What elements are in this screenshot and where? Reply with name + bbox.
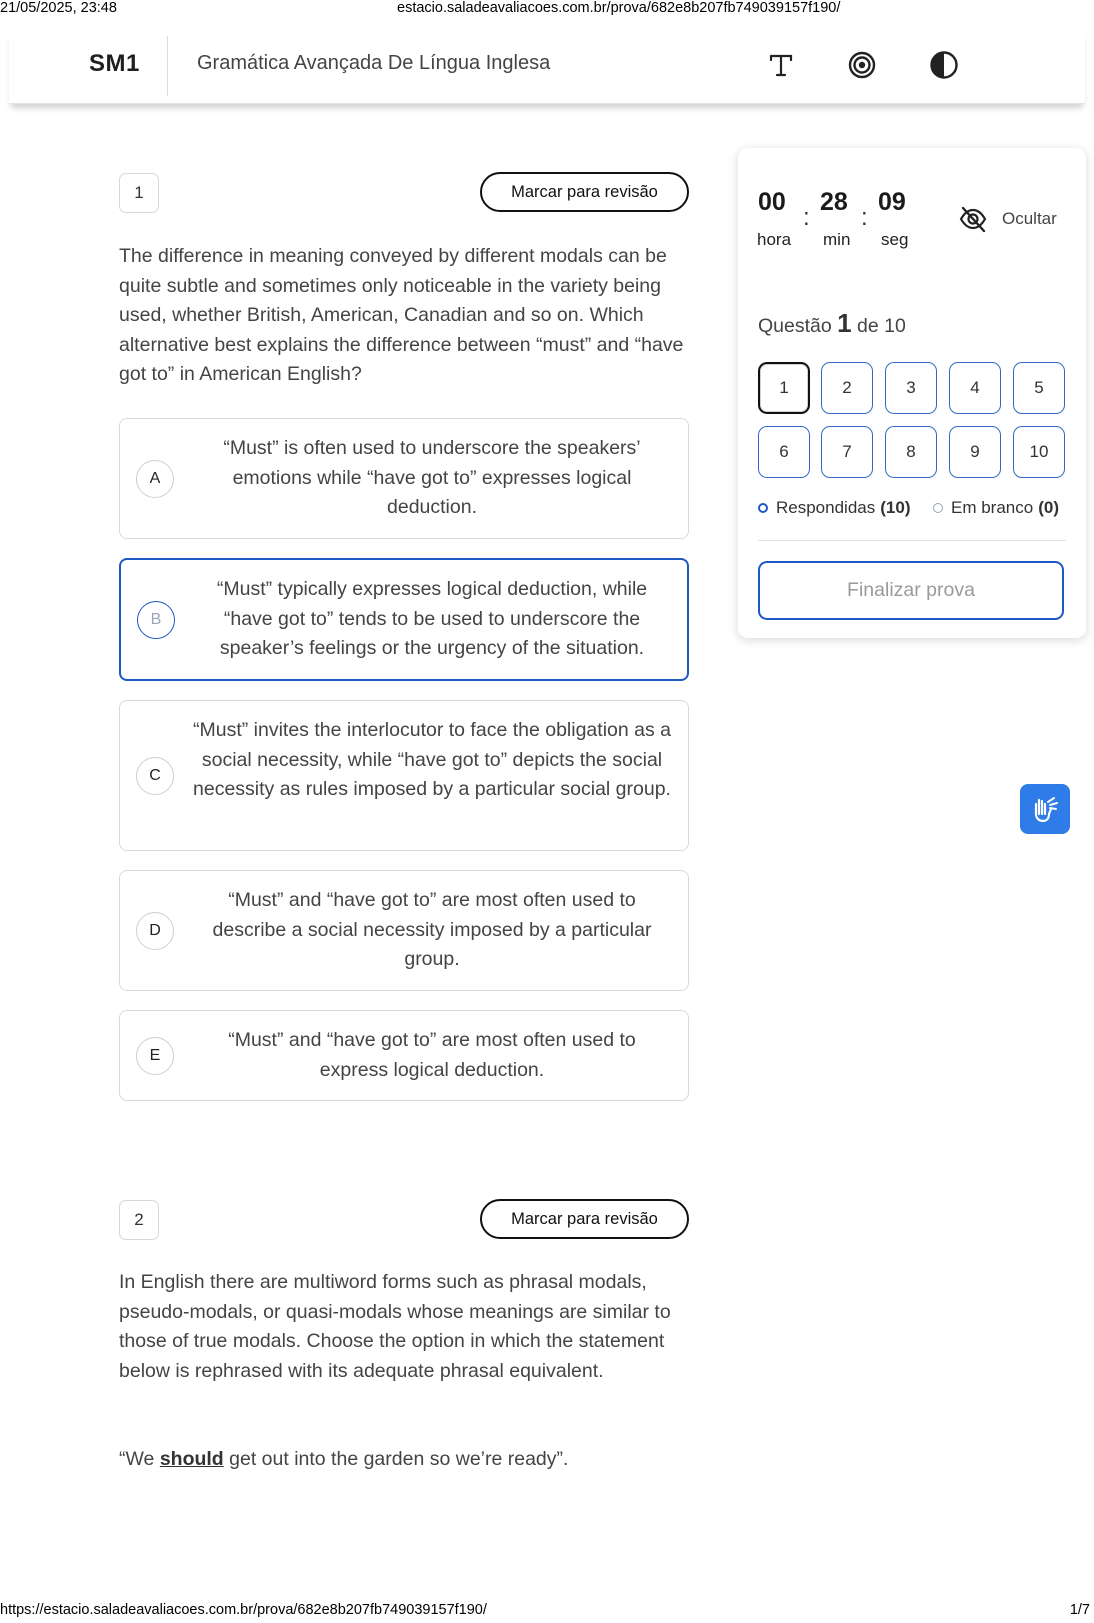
quote-emphasis: should	[159, 1448, 224, 1470]
option-text: “Must” is often used to underscore the speakers’ emotions while “have got to” expresses logical deduction.	[223, 437, 641, 518]
option-d[interactable]	[119, 870, 689, 991]
option-c[interactable]	[119, 700, 689, 851]
panel-divider	[758, 540, 1066, 541]
option-letter[interactable]: E	[136, 1037, 174, 1075]
question-counter-prefix: Questão	[758, 315, 832, 337]
course-title: Gramática Avançada De Língua Inglesa	[197, 52, 551, 74]
mark-review-button-2[interactable]: Marcar para revisão	[480, 1199, 689, 1239]
blank-dot	[933, 503, 943, 513]
hide-timer-button[interactable]	[958, 204, 1057, 234]
option-text: “Must” and “have got to” are most often used to express logical deduction.	[228, 1029, 636, 1081]
top-bar	[9, 30, 1085, 104]
option-b[interactable]	[119, 558, 689, 681]
timer-hours-label: hora	[757, 230, 792, 249]
question-quote-2	[119, 1445, 693, 1475]
print-footer	[0, 1602, 1094, 1620]
blank-label: Em branco	[951, 498, 1034, 517]
question-nav-button[interactable]: 6	[758, 426, 810, 478]
timer-separator: :	[803, 204, 810, 231]
timer-seconds-label: seg	[881, 230, 909, 249]
option-a[interactable]	[119, 418, 689, 539]
print-footer-url: https://estacio.saladeavaliacoes.com.br/prova/682e8b207fb749039157f190/	[0, 1602, 487, 1618]
question-nav-button[interactable]: 4	[949, 362, 1001, 414]
option-letter[interactable]: C	[136, 757, 174, 795]
timer-minutes-label: min	[823, 230, 851, 249]
answered-legend	[758, 498, 910, 518]
target-icon[interactable]	[842, 45, 882, 85]
answered-count: (10)	[880, 498, 911, 517]
app-logo: SM1	[89, 50, 140, 77]
question-nav-button[interactable]: 2	[821, 362, 873, 414]
question-nav-button[interactable]: 8	[885, 426, 937, 478]
print-datetime: 21/05/2025, 23:48	[0, 0, 117, 16]
print-page-number: 1/7	[1069, 1602, 1090, 1618]
question-nav-button[interactable]: 7	[821, 426, 873, 478]
contrast-icon[interactable]	[924, 45, 964, 85]
question-number-2: 2	[119, 1200, 159, 1240]
answered-label: Respondidas	[776, 498, 876, 517]
timer-minutes: 28	[820, 188, 848, 216]
question-counter	[758, 308, 906, 339]
question-nav-button[interactable]: 10	[1013, 426, 1065, 478]
question-nav-button[interactable]: 5	[1013, 362, 1065, 414]
eye-off-icon	[958, 204, 988, 234]
print-url-title: estacio.saladeavaliacoes.com.br/prova/682e8b207fb749039157f190/	[397, 0, 841, 16]
sign-language-icon	[1028, 792, 1062, 826]
quote-pre: “We	[119, 1448, 160, 1470]
option-text: “Must” typically expresses logical deduction, while “have got to” tends to be used to underscore the speaker’s feelings or the urgency of the situation.	[216, 578, 648, 659]
question-nav-button[interactable]: 1	[758, 362, 810, 414]
option-e[interactable]	[119, 1010, 689, 1101]
font-size-icon[interactable]	[761, 45, 801, 85]
exam-panel	[738, 148, 1086, 638]
sign-language-button[interactable]	[1020, 784, 1070, 834]
question-counter-current: 1	[837, 308, 852, 338]
option-letter[interactable]: A	[136, 460, 174, 498]
question-counter-suffix: de 10	[857, 315, 906, 337]
timer-hours: 00	[758, 188, 786, 216]
blank-count: (0)	[1038, 498, 1059, 517]
quote-post: get out into the garden so we’re ready”.	[223, 1448, 569, 1470]
header-divider	[167, 36, 168, 96]
option-text: “Must” invites the interlocutor to face the obligation as a social necessity, while “have got to” depicts the social necessity as rules imposed by a particular social group.	[193, 719, 671, 800]
question-nav-button[interactable]: 9	[949, 426, 1001, 478]
hide-timer-label: Ocultar	[1002, 209, 1057, 228]
answered-dot	[758, 503, 768, 513]
option-text: “Must” and “have got to” are most often used to describe a social necessity imposed by a particular group.	[212, 889, 652, 970]
question-number-1: 1	[119, 173, 159, 213]
blank-legend	[933, 498, 1059, 518]
finish-exam-button[interactable]: Finalizar prova	[758, 561, 1064, 620]
timer-separator: :	[861, 204, 868, 231]
question-nav-button[interactable]: 3	[885, 362, 937, 414]
option-letter[interactable]: D	[136, 912, 174, 950]
option-letter[interactable]: B	[137, 601, 175, 639]
mark-review-button-1[interactable]: Marcar para revisão	[480, 172, 689, 212]
question-stem-1: The difference in meaning conveyed by different modals can be quite subtle and sometimes only noticeable in the variety being used, whether British, American, Canadian and so on. Which alternative best explains the difference between “must” and “have got to” in American English?	[119, 245, 684, 385]
print-header	[0, 0, 1094, 18]
timer-seconds: 09	[878, 188, 906, 216]
question-stem-2: In English there are multiword forms such as phrasal modals, pseudo-modals, or quasi-modals whose meanings are similar to those of true modals. Choose the option in which the statement below is rephrased with its adequate phrasal equivalent.	[119, 1271, 671, 1382]
